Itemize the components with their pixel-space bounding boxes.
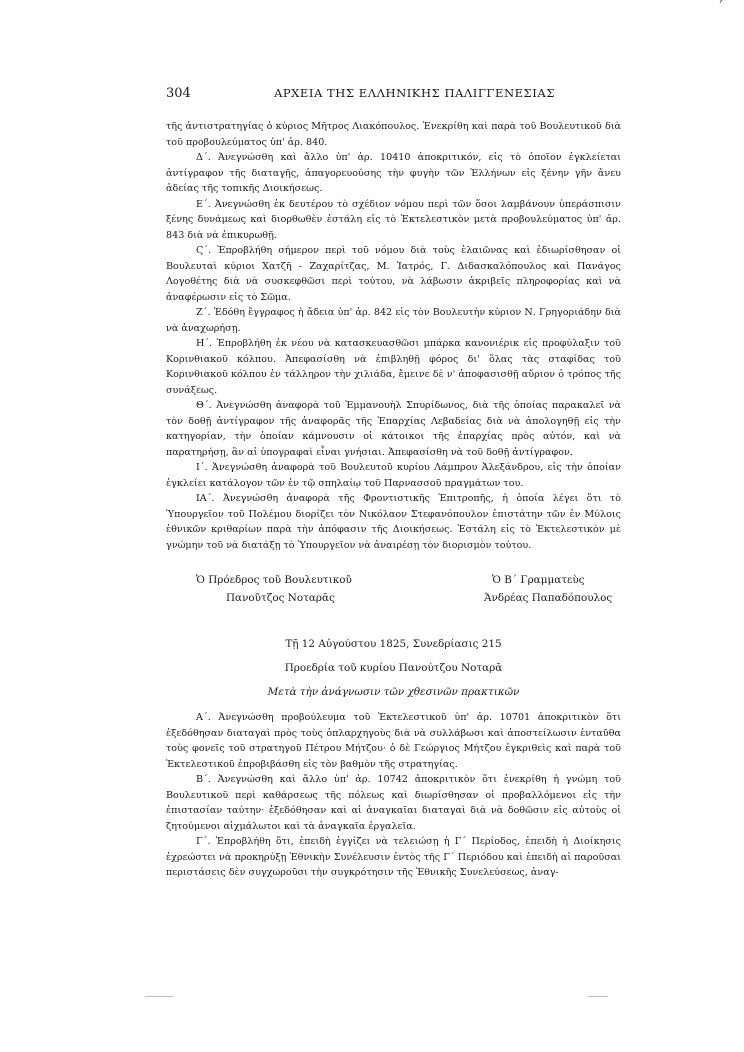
page-number: 304	[166, 86, 191, 101]
session-presidency: Προεδρία τοῦ κυρίου Πανούτζου Νοταρᾶ	[284, 662, 503, 674]
signature-block	[196, 572, 626, 612]
paragraph-item-h: Η΄. Ἐπροβλήθη ἐκ νέου νὰ κατασκευασθῶσι μπάρκα κανονιέρικ εἰς προφύλαξιν τοῦ Κορινθιακοῦ κόλπου. Ἀπεφασίσθη νὰ ἐπιβληθῇ φόρος δι' ὅλας τὰς σταφίδας τοῦ Κορινθιακοῦ κόλπου ἐν τάλληρον τὴν χιλιάδα, ἔμεινε δὲ ν' ἀποφασισθῇ αὔριον ὁ τρόπος τῆς συνάξεως.	[166, 338, 621, 396]
running-title: ΑΡΧΕΙΑ ΤΗΣ ΕΛΛΗΝΙΚΗΣ ΠΑΛΙΓΓΕΝΕΣΙΑΣ	[274, 86, 555, 100]
paragraph-item-z: Ζ΄. Ἐδόθη ἔγγραφος ἡ ἄδεια ὑπ' ἀρ. 842 εἰς τὸν Βουλευτὴν κύριον Ν. Γρηγοριάδην διὰ νὰ ἀναχωρήσῃ.	[166, 307, 621, 334]
footer-scan-mark-right	[588, 996, 608, 997]
corner-scan-mark	[720, 0, 729, 3]
footer-scan-mark-left	[145, 996, 173, 997]
paragraph-item-g: Γ΄. Ἐπροβλήθη ὅτι, ἐπειδὴ ἐγγίζει νὰ τελειώσῃ ἡ Γ΄ Περίοδος, ἐπειδὴ ἡ Διοίκησις ἐχρεώστει νὰ προκηρύξῃ Ἐθνικὴν Συνέλευσιν ἐντὸς τῆς Γ΄ Περιόδου καὶ ἐπειδὴ αἱ παροῦσαι περιστάσεις δὲν συγχωροῦσι τὴν συγκρότησιν τῆς Ἐθνικῆς Συνελεύσεως, ἀναγ-	[166, 836, 621, 878]
session-minutes-note: Μετὰ τὴν ἀνάγνωσιν τῶν χθεσινῶν πρακτικῶν	[267, 686, 520, 698]
paragraph-continuation: τῆς ἀντιστρατηγίας ὁ κύριος Μῆτρος Λιακόπουλος. Ἐνεκρίθη καὶ παρὰ τοῦ Βουλευτικοῦ διὰ τοῦ προβουλεύματος ὑπ' ἀρ. 840.	[166, 121, 621, 148]
paragraph-item-d: Δ΄. Ἀνεγνώσθη καὶ ἄλλο ὑπ' ἀρ. 10410 ἀποκριτικόν, εἰς τὸ ὁποῖον ἐγκλείεται ἀντίγραφον τῆς διαταγῆς, ἀπαγορευούσης τὴν φυγὴν τῶν Ἑλλήνων εἰς ξένην γῆν ἄνευ ἀδείας τῆς τοπικῆς Διοικήσεως.	[166, 152, 621, 194]
paragraph-item-ia: ΙΑ΄. Ἀνεγνώσθη ἀναφορὰ τῆς Φροντιστικῆς Ἐπιτροπῆς, ἡ ὁποία λέγει ὅτι τὸ Ὑπουργεῖον τοῦ Πολέμου διορίζει τὸν Νικόλαον Στεφανόπουλον ἐπιστάτην τῶν ἐν Μύλοις ἐθνικῶν κριθαρίων παρὰ τὴν ἀπόφασιν τῆς Διοικήσεως. Ἐστάλη εἰς τὸ Ἐκτελεστικὸν μὲ γνώμην τοῦ νὰ διατάξῃ τὸ Ὑπουργεῖον νὰ ἀναιρέσῃ τὸν διορισμὸν τούτου.	[166, 493, 621, 551]
paragraph-item-b: Β΄. Ἀνεγνώσθη καὶ ἄλλο ὑπ' ἀρ. 10742 ἀποκριτικὸν ὅτι ἐνεκρίθη ἡ γνώμη τοῦ Βουλευτικοῦ περὶ καθάρσεως τῆς πόλεως καὶ διωρίσθησαν οἱ προβαλλόμενοι εἰς τὴν ἐπιστασίαν ταύτην· ἐξεδόθησαν καὶ αἱ ἀναγκαῖαι διαταγαὶ διὰ νὰ δοθῶσιν εἰς αὐτοὺς οἱ ζητούμενοι αἰχμάλωτοι καὶ τὰ ἀναγκαῖα ἐργαλεῖα.	[166, 774, 621, 832]
page-header	[166, 86, 636, 106]
secretary-signature	[484, 572, 612, 607]
minutes-body	[166, 119, 621, 553]
session-body	[166, 710, 621, 881]
session-heading	[166, 632, 621, 704]
paragraph-item-i: Ι΄. Ἀνεγνώσθη ἀναφορὰ τοῦ Βουλευτοῦ κυρίου Λάμπρου Ἀλεξάνδρου, εἰς τὴν ὁποίαν ἐγκλείει κατάλογον τῶν ἐν τῷ σπηλαίῳ τοῦ Παρνασσοῦ πραγμάτων του.	[166, 462, 621, 489]
president-title: Ὁ Πρόεδρος τοῦ Βουλευτικοῦ	[196, 574, 352, 586]
president-name: Πανοῦτζος Νοταρᾶς	[226, 591, 335, 604]
session-date: Τῇ 12 Αὐγούστου 1825, Συνεδρίασις 215	[285, 638, 502, 650]
paragraph-item-a: Α΄. Ἀνεγνώσθη προβούλευμα τοῦ Ἐκτελεστικοῦ ὑπ' ἀρ. 10701 ἀποκριτικὸν ὅτι ἐξεδόθησαν διαταγαὶ πρὸς τοὺς ὁπλαρχηγοὺς διὰ νὰ συλλάβωσι καὶ ἀποστείλωσιν ἐνταῦθα τοὺς φονεῖς τοῦ στρατηγοῦ Πέτρου Μήτζου· ὁ δὲ Γεώργιος Μήτζου ἐγκριθεὶς καὶ παρὰ τοῦ Ἐκτελεστικοῦ ἐπροβιβάσθη εἰς τὸν βαθμὸν τῆς στρατηγίας.	[166, 712, 621, 770]
paragraph-item-e: Ε΄. Ἀνεγνώσθη ἐκ δευτέρου τὸ σχέδιον νόμου περὶ τῶν ὅσοι λαμβάνουν ὑπεράσπισιν ξένης δυνάμεως καὶ διορθωθὲν ἐστάλη εἰς τὸ Ἐκτελεστικὸν μετὰ προβουλεύματος ὑπ' ἀρ. 843 διὰ νὰ ἐπικυρωθῇ.	[166, 198, 621, 241]
paragraph-item-th: Θ΄. Ἀνεγνώσθη ἀναφορὰ τοῦ Ἐμμανουὴλ Σπυρίδωνος, διὰ τῆς ὁποίας παρακαλεῖ νὰ τὸν δοθῇ ἀντίγραφον τῆς ἀναφορᾶς τῆς Ἐπαρχίας Λεβαδείας διὰ νὰ ἀπολογηθῇ εἰς τὴν κατηγορίαν, τὴν ὁποίαν κάμνουσιν οἱ κάτοικοι τῆς ἐπαρχίας πρὸς αὐτόν, καὶ νὰ παρατηρήσῃ, ἂν αἱ ὑπογραφαὶ εἶναι γνήσιαι. Ἀπεφασίσθη νὰ τοῦ δοθῇ ἀντίγραφον.	[166, 400, 621, 458]
secretary-name: Ἀνδρέας Παπαδόπουλος	[484, 591, 613, 604]
president-signature	[196, 572, 352, 607]
secretary-title: Ὁ Β΄ Γραμματεὺς	[492, 574, 585, 586]
paragraph-item-st: Ϛ΄. Ἐπροβλήθη σήμερον περὶ τοῦ νόμου διὰ τοὺς ἐλαιῶνας καὶ ἐδιωρίσθησαν οἱ Βουλευταὶ κύριοι Χατζῆ - Ζαχαρίτζας, Μ. Ἰατρός, Γ. Διδασκαλόπουλος καὶ Πανάγος Λογοθέτης διὰ νὰ συσκεφθῶσι περὶ τούτου, νὰ λάβωσιν ἀκριβεῖς πληροφορίας καὶ νὰ ἀναφέρωσιν εἰς τὸ Σῶμα.	[166, 245, 621, 303]
